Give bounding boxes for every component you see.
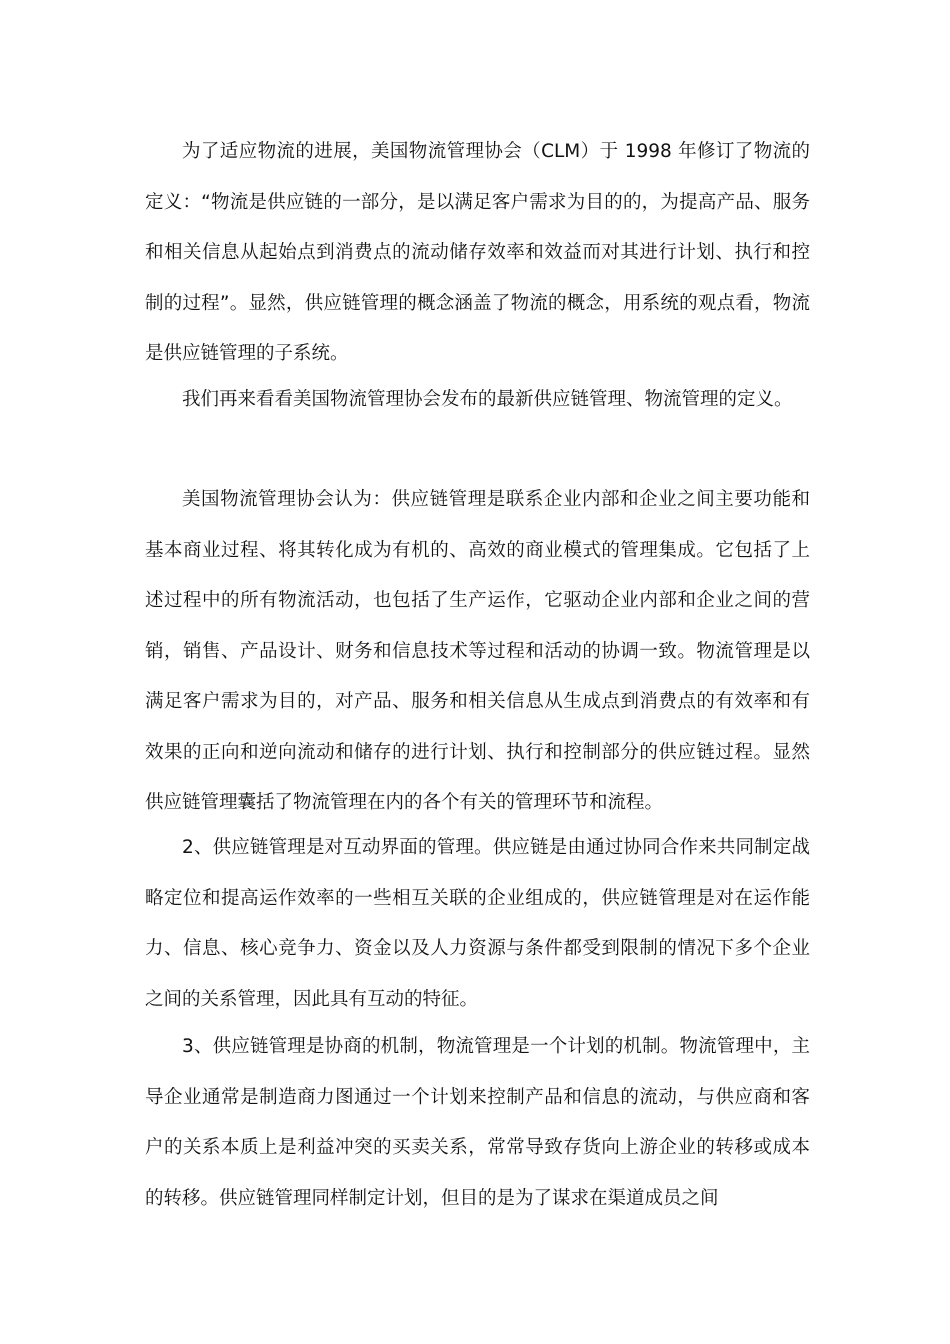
paragraph-point-2: 2、供应链管理是对互动界面的管理。供应链是由通过协同合作来共同制定战略定位和提高运作效率的一些相互关联的企业组成的，供应链管理是对在运作能力、信息、核心竞争力、资金以及人力资源与条件都受到限制的情况下多个企业之间的关系管理，因此具有互动的特征。	[145, 837, 810, 1010]
paragraph-intro-latest-definition: 我们再来看看美国物流管理协会发布的最新供应链管理、物流管理的定义。	[182, 389, 793, 410]
paragraph-scm-definition: 美国物流管理协会认为：供应链管理是联系企业内部和企业之间主要功能和基本商业过程、将其转化成为有机的、高效的商业模式的管理集成。它包括了上述过程中的所有物流活动，也包括了生产运作，它驱动企业内部和企业之间的营销，销售、产品设计、财务和信息技术等过程和活动的协调一致。物流管理是以满足客户需求为目的，对产品、服务和相关信息从生成点到消费点的有效率和有效果的正向和逆向流动和储存的进行计划、执行和控制部分的供应链过程。显然供应链管理囊括了物流管理在内的各个有关的管理环节和流程。	[145, 489, 810, 813]
paragraph-clm-definition: 为了适应物流的进展，美国物流管理协会（CLM）于 1998 年修订了物流的定义：“物流是供应链的一部分，是以满足客户需求为目的的，为提高产品、服务和相关信息从起始点到消费点的流动储存效率和效益而对其进行计划、执行和控制的过程”。显然，供应链管理的概念涵盖了物流的概念，用系统的观点看，物流是供应链管理的子系统。	[145, 141, 810, 364]
paragraph-point-3: 3、供应链管理是协商的机制，物流管理是一个计划的机制。物流管理中，主导企业通常是制造商力图通过一个计划来控制产品和信息的流动，与供应商和客户的关系本质上是利益冲突的买卖关系，常常导致存货向上游企业的转移或成本的转移。供应链管理同样制定计划，但目的是为了谋求在渠道成员之间	[145, 1036, 810, 1209]
